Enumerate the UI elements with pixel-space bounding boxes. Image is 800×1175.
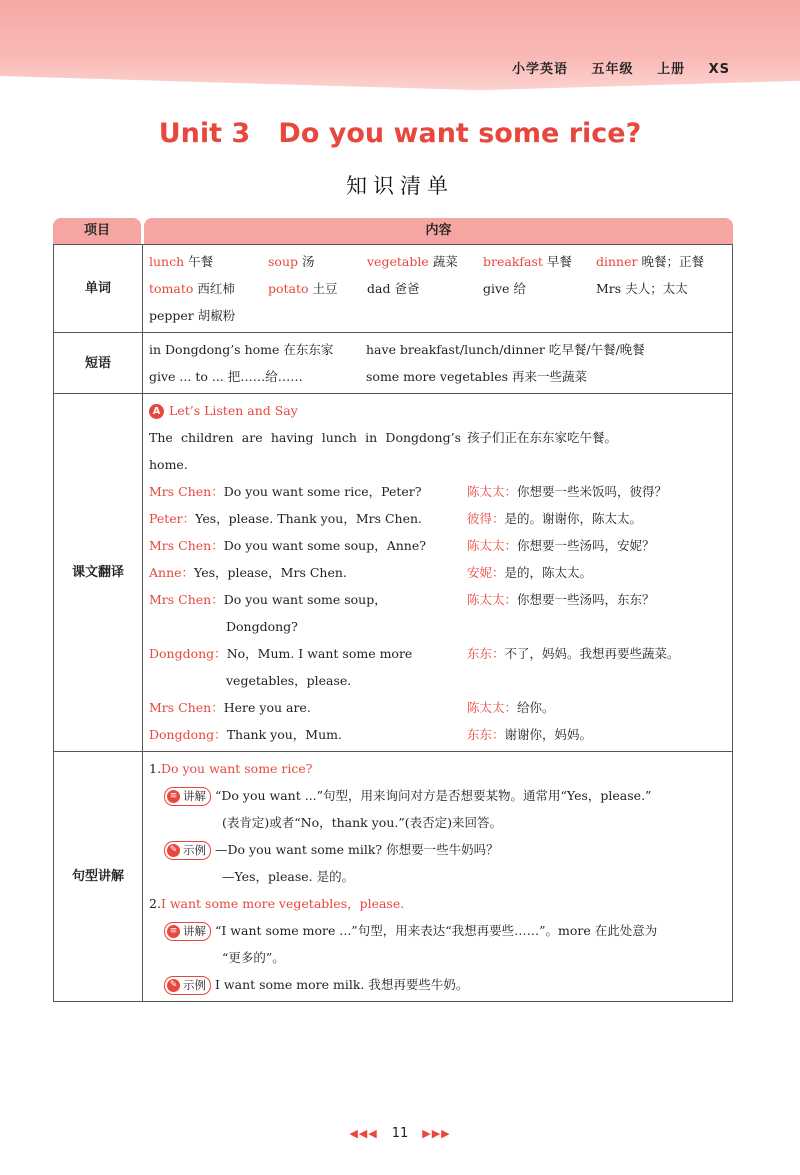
speech: Do you want some soup，: [223, 592, 387, 607]
dialogue-line: [149, 559, 726, 586]
dialogue-en-line: [149, 586, 461, 613]
intro-en-2: home.: [149, 457, 188, 472]
vocab-item: [367, 248, 483, 275]
explain-tag: [164, 922, 211, 941]
dialogue-en: [149, 721, 467, 748]
knowledge-table: [53, 218, 733, 1002]
speaker-zh: 陈太太：: [467, 538, 518, 553]
phrase-row: [53, 333, 733, 394]
header-banner: [0, 0, 800, 95]
sentence-2-text: I want some more vegetables，please.: [160, 896, 405, 911]
series-grade: 五年级: [591, 62, 634, 77]
dialogue-en-line: [149, 694, 461, 721]
vocab-zh: 爸爸: [394, 281, 420, 296]
speech-zh: 谢谢你，妈妈。: [504, 727, 593, 742]
vocab-en: vegetable: [367, 254, 429, 269]
intro-line: [149, 424, 726, 478]
speaker: Peter：: [149, 511, 196, 526]
vocab-grid: [143, 245, 732, 332]
sentence-1: [149, 755, 726, 782]
phrase-item: have breakfast/lunch/dinner 吃早餐/午餐/晚餐: [366, 342, 645, 357]
intro-en: [149, 424, 467, 478]
speech-zh: 不了，妈妈。我想再要些蔬菜。: [504, 646, 680, 661]
pencil-icon: ✎: [167, 844, 180, 857]
dialogue-zh: [467, 586, 726, 640]
dialogue-en: [149, 694, 467, 721]
explain-1: [149, 782, 726, 809]
vocab-zh: 西红柿: [197, 281, 235, 296]
vocab-en: dinner: [596, 254, 638, 269]
example-tag: [164, 841, 211, 860]
dialogue-zh: [467, 532, 726, 559]
speaker-zh: 陈太太：: [467, 700, 518, 715]
dialogue-zh: [467, 640, 726, 694]
speaker: Dongdong：: [149, 646, 227, 661]
speech-zh: 是的。谢谢你，陈太太。: [504, 511, 643, 526]
phrase-label: 短语: [54, 333, 143, 393]
dialogue-line: [149, 586, 726, 640]
translation-content: [143, 394, 732, 751]
example-2: [149, 971, 726, 998]
section-a-badge: A: [149, 404, 164, 419]
vocab-zh: 汤: [301, 254, 315, 269]
example-1-text-1: —Do you want some milk? 你想要一些牛奶吗？: [215, 842, 499, 857]
dialogue-en-line: [149, 640, 461, 667]
vocab-en: breakfast: [483, 254, 543, 269]
explain-icon: ≡: [167, 925, 180, 938]
dialogue-zh: [467, 478, 726, 505]
dialogue: [149, 478, 726, 748]
vocab-zh: 晚餐；正餐: [641, 254, 704, 269]
pencil-icon: ✎: [167, 979, 180, 992]
dialogue-line: [149, 694, 726, 721]
vocab-en: Mrs: [596, 281, 622, 296]
vocab-item: [149, 248, 268, 275]
vocab-item: [149, 275, 268, 302]
series-volume: 上册: [657, 62, 686, 77]
example-1-cont: —Yes，please. 是的。: [222, 869, 355, 884]
dialogue-en-line: [149, 532, 461, 559]
explain-2-cont: “更多的”。: [222, 950, 285, 965]
explain-tag-label: 讲解: [183, 789, 206, 803]
translation-label: 课文翻译: [54, 394, 143, 751]
speaker: Dongdong：: [149, 727, 227, 742]
dialogue-zh: [467, 694, 726, 721]
speaker-zh: 陈太太：: [467, 592, 518, 607]
dialogue-en-line: [149, 478, 461, 505]
dialogue-en: [149, 505, 467, 532]
dialogue-line: [149, 478, 726, 505]
dialogue-zh: [467, 505, 726, 532]
speech: Here you are.: [223, 700, 311, 715]
header-content: 内容: [144, 218, 733, 244]
example-2-text-1: I want some more milk. 我想再要些牛奶。: [215, 977, 469, 992]
dialogue-en: [149, 586, 467, 640]
right-arrows-icon: ▶▶▶: [422, 1127, 451, 1140]
vocab-item: [483, 248, 596, 275]
speaker-zh: 彼得：: [467, 511, 505, 526]
dialogue-en-line: [149, 559, 461, 586]
sentence-2: [149, 890, 726, 917]
dialogue-line: [149, 532, 726, 559]
series-edition: XS: [708, 62, 730, 77]
dialogue-line: [149, 721, 726, 748]
intro-zh: 孩子们正在东东家吃午餐。: [467, 430, 618, 445]
speaker: Mrs Chen：: [149, 538, 224, 553]
dialogue-en: [149, 559, 467, 586]
vocab-item: [149, 302, 268, 329]
left-arrows-icon: ◀◀◀: [349, 1127, 378, 1140]
vocab-en: lunch: [149, 254, 185, 269]
dialogue-line: [149, 640, 726, 694]
sentence-label: 句型讲解: [54, 752, 143, 1001]
explain-2: [149, 917, 726, 944]
explain-icon: ≡: [167, 790, 180, 803]
speaker-zh: 东东：: [467, 646, 505, 661]
vocab-en: soup: [268, 254, 298, 269]
phrase-item: give ... to ... 把……给……: [149, 369, 303, 384]
series-subject: 小学英语: [511, 62, 568, 77]
vocab-item: [367, 275, 483, 302]
vocab-item: [268, 248, 367, 275]
speaker: Mrs Chen：: [149, 700, 224, 715]
dialogue-zh: [467, 559, 726, 586]
explain-tag-label: 讲解: [183, 924, 206, 938]
phrase-grid: [143, 333, 732, 393]
lesson-heading-text: Let’s Listen and Say: [169, 403, 298, 418]
speech-cont: Dongdong?: [226, 619, 298, 634]
dialogue-en: [149, 532, 467, 559]
lesson-heading: [149, 397, 726, 424]
speaker-zh: 陈太太：: [467, 484, 518, 499]
speaker-zh: 安妮：: [467, 565, 505, 580]
dialogue-line: [149, 505, 726, 532]
vocab-zh: 午餐: [188, 254, 214, 269]
explain-1-text-1: “Do you want ...”句型，用来询问对方是否想要某物。通常用“Yes，please.”: [215, 788, 652, 803]
vocab-item: [268, 275, 367, 302]
dialogue-en-line: [149, 721, 461, 748]
sentence-2-num: 2.: [149, 896, 161, 911]
translation-row: [53, 394, 733, 752]
sentence-1-num: 1.: [149, 761, 161, 776]
vocab-zh: 土豆: [312, 281, 338, 296]
vocab-en: potato: [268, 281, 309, 296]
speech: Do you want some rice，Peter?: [223, 484, 422, 499]
speaker: Anne：: [149, 565, 195, 580]
speech: Yes，please. Thank you，Mrs Chen.: [195, 511, 423, 526]
vocab-item: [596, 248, 716, 275]
explain-tag: [164, 787, 211, 806]
dialogue-zh: [467, 721, 726, 748]
vocab-item: [596, 275, 716, 302]
dialogue-en: [149, 478, 467, 505]
speech-zh: 是的，陈太太。: [504, 565, 593, 580]
speaker: Mrs Chen：: [149, 484, 224, 499]
vocab-zh: 夫人；太太: [625, 281, 688, 296]
unit-title: Unit 3 Do you want some rice?: [158, 118, 642, 149]
sentence-content: [143, 752, 732, 1001]
speech: Thank you，Mum.: [226, 727, 342, 742]
speech-zh: 你想要一些米饭吗，彼得？: [517, 484, 668, 499]
sentence-1-text: Do you want some rice?: [160, 761, 313, 776]
speech-zh: 给你。: [517, 700, 555, 715]
speech: Do you want some soup，Anne?: [223, 538, 426, 553]
vocab-row: [53, 244, 733, 333]
speech-cont: vegetables，please.: [226, 673, 352, 688]
example-tag: [164, 976, 211, 995]
vocab-zh: 给: [513, 281, 526, 296]
series-label: [494, 58, 730, 77]
dialogue-en: [149, 640, 467, 694]
example-tag-label: 示例: [183, 843, 206, 857]
intro-en-1: The children are having lunch in Dongdong’s: [149, 430, 461, 445]
page-number: 11: [391, 1126, 409, 1141]
header-item: 项目: [53, 218, 141, 244]
vocab-zh: 早餐: [546, 254, 572, 269]
speaker-zh: 东东：: [467, 727, 505, 742]
explain-1-cont: (表肯定)或者“No，thank you.”(表否定)来回答。: [222, 815, 502, 830]
speech-zh: 你想要一些汤吗，东东？: [517, 592, 655, 607]
phrase-item: some more vegetables 再来一些蔬菜: [366, 369, 588, 384]
explain-2-text-1: “I want some more ...”句型，用来表达“我想再要些……”。more 在此处意为: [215, 923, 658, 938]
section-title: 知识清单: [346, 174, 454, 198]
vocab-en: give: [483, 281, 510, 296]
vocab-en: pepper: [149, 308, 194, 323]
speaker: Mrs Chen：: [149, 592, 224, 607]
vocab-zh: 胡椒粉: [197, 308, 236, 323]
vocab-item: [483, 275, 596, 302]
vocab-en: tomato: [149, 281, 194, 296]
table-header: [53, 218, 733, 244]
vocab-en: dad: [367, 281, 391, 296]
phrase-item: in Dongdong’s home 在东东家: [149, 342, 334, 357]
example-tag-label: 示例: [183, 978, 206, 992]
vocab-label: 单词: [54, 245, 143, 332]
speech-zh: 你想要一些汤吗，安妮？: [517, 538, 655, 553]
speech: Yes，please，Mrs Chen.: [194, 565, 347, 580]
speech: No，Mum. I want some more: [226, 646, 413, 661]
vocab-zh: 蔬菜: [432, 254, 458, 269]
page-footer: [0, 1126, 800, 1141]
sentence-row: [53, 752, 733, 1002]
dialogue-en-line: [149, 505, 461, 532]
example-1: [149, 836, 726, 863]
